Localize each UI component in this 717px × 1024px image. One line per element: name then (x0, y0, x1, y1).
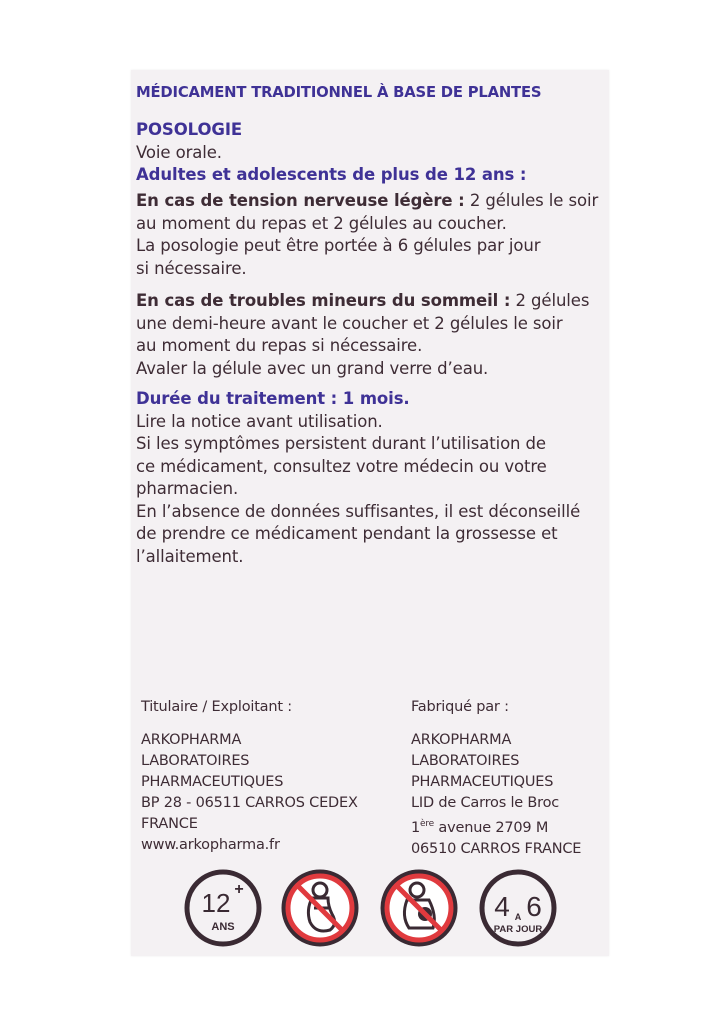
manufacturer-address: 1ère avenue 2709 M (411, 819, 549, 836)
duration-text: Durée du traitement : 1 mois. (136, 389, 410, 408)
dose-unit: PAR JOUR (493, 924, 543, 935)
age-unit: ANS (211, 921, 235, 933)
no-pregnancy-icon (280, 868, 360, 948)
pictogram-row (183, 868, 563, 948)
duration-and-notes (136, 388, 580, 568)
age-12-plus-icon (183, 868, 263, 948)
case-sleep-line1: 2 gélules (510, 291, 590, 310)
holder-line: BP 28 - 06511 CARROS CEDEX (141, 795, 358, 811)
dose-max: 6 (526, 891, 542, 922)
case-tension (136, 190, 598, 280)
case-tension-line2: au moment du repas et 2 gélules au coucher. (136, 213, 507, 233)
holder-line: FRANCE (141, 816, 198, 832)
manufacturer-line: ARKOPHARMA (411, 732, 512, 748)
holder-title: Titulaire / Exploitant : (141, 699, 292, 715)
posology-block (136, 119, 526, 187)
holder-line: PHARMACEUTIQUES (141, 774, 284, 790)
manufacturer-line: LID de Carros le Broc (411, 795, 560, 811)
case-tension-line4: si nécessaire. (136, 258, 247, 278)
note-line: ce médicament, consultez votre médecin ou votre (136, 456, 547, 476)
holder-block (141, 697, 358, 856)
case-sleep-lead: En cas de troubles mineurs du sommeil : (136, 291, 511, 310)
age-plus: + (234, 881, 244, 898)
case-tension-line1: 2 gélules le soir (464, 191, 599, 210)
note-line: de prendre ce médicament pendant la grossesse et (136, 524, 558, 543)
case-sleep-line3: au moment du repas si nécessaire. (136, 336, 423, 355)
holder-website: www.arkopharma.fr (141, 837, 280, 853)
route-text: Voie orale. (136, 142, 222, 162)
manufacturer-line: LABORATOIRES (411, 753, 520, 769)
product-category-header: MÉDICAMENT TRADITIONNEL À BASE DE PLANTES (136, 84, 542, 101)
dosage-per-day-icon (478, 868, 558, 948)
case-sleep-line4: Avaler la gélule avec un grand verre d’eau. (136, 358, 489, 378)
dose-sep: A (514, 912, 522, 922)
age-value: 12 (201, 888, 231, 918)
dose-min: 4 (494, 891, 510, 922)
note-line: Lire la notice avant utilisation. (136, 411, 383, 431)
manufacturer-block (411, 697, 581, 860)
case-sleep-line2: une demi-heure avant le coucher et 2 gélules le soir (136, 313, 563, 333)
manufacturer-title: Fabriqué par : (411, 699, 509, 715)
manufacturer-line: PHARMACEUTIQUES (411, 774, 554, 790)
case-sleep (136, 290, 589, 380)
case-tension-line3: La posologie peut être portée à 6 gélules par jour (136, 236, 541, 255)
note-line: l’allaitement. (136, 546, 244, 566)
population-text: Adultes et adolescents de plus de 12 ans : (136, 165, 527, 184)
holder-line: LABORATOIRES (141, 753, 250, 769)
posology-title: POSOLOGIE (136, 120, 243, 139)
holder-line: ARKOPHARMA (141, 732, 242, 748)
note-line: En l’absence de données suffisantes, il est déconseillé (136, 501, 581, 521)
manufacturer-city: 06510 CARROS FRANCE (411, 840, 582, 857)
case-tension-lead: En cas de tension nerveuse légère : (136, 191, 465, 210)
note-line: Si les symptômes persistent durant l’utilisation de (136, 434, 546, 453)
no-breastfeeding-icon (379, 868, 459, 948)
note-line: pharmacien. (136, 479, 239, 498)
